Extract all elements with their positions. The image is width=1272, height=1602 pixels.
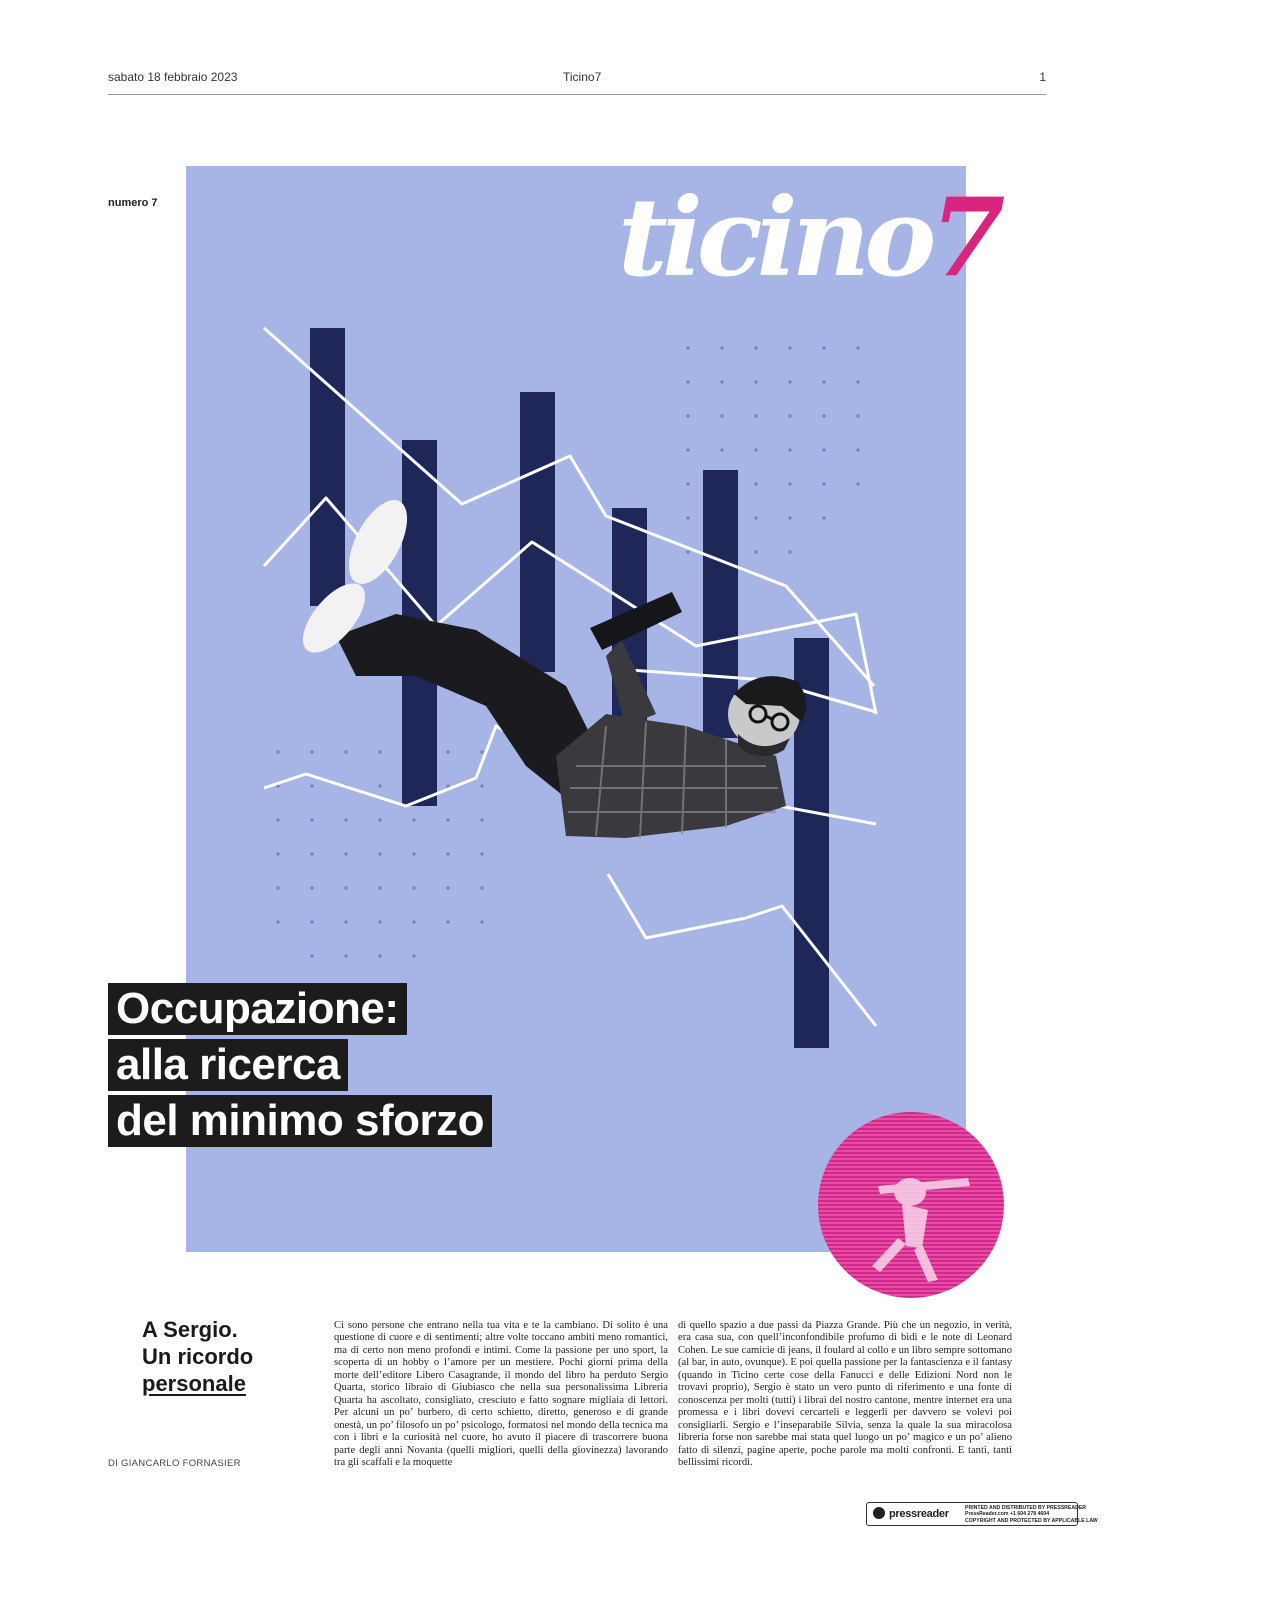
header-date: sabato 18 febbraio 2023 [108, 70, 238, 84]
cover-headline [108, 983, 668, 1151]
pressreader-badge [866, 1502, 1098, 1526]
pressreader-logo-text: pressreader [889, 1508, 949, 1520]
article-body-column-1: Ci sono persone che entrano nella tua vita e te la cambiano. Di solito è una questione di cuore e di sentimenti; altre volte toccano ambiti meno romantici, ma di certo non meno profondi e intimi. Come la passione per uno sport, la scoperta di un hobby o l’amore per un mestiere. Pochi giorni prima della morte dell’editore Libero Casagrande, il mondo del libro ha perduto Sergio Quarta, storico libraio di Giubiasco che nella sua personalissima Libreria Quarta ha ascoltato, consigliato, cresciuto e fatto sognare migliaia di lettori. Per alcuni un po’ burbero, di certo schietto, diretto, generoso e di grande onestà, un po’ filosofo un po’ psicologo, formatosi nel mondo della tecnica ma con i libri e la curiosità nel cuore, ho avuto il piacere di trascorrere buona parte degli anni Novanta (quelli migliori, quelli della giovinezza) lavorando tra gli scaffali e la moquette [334, 1320, 668, 1468]
issue-number: numero 7 [108, 197, 158, 209]
article-body-column-2: di quello spazio a due passi da Piazza Grande. Più che un negozio, in verità, era casa sua, con quell’inconfondibile profumo di bidi e le note di Leonard Cohen. Le sue camicie di jeans, il foulard al collo e un libro sempre sottomano (al bar, in auto, ovunque). E poi quella passione per la fantascienza e il fantasy (quando in Ticino certe cose della Fanucci e delle Edizioni Nord non le trovavi proprio), Sergio è stato un vero punto di riferimento e una fonte di conoscenza per molti (tutti) i librai del nostro cantone, mentre internet era una promessa e i libri dovevi cercarteli e leggerli per davvero se volevi poi consigliarli. Sergio e l’inseparabile Silvia, senza la quale la sua miracolosa libreria forse non sarebbe mai stata quel luogo un po’ magico e un po’ alieno fatto di silenzi, pagine aperte, poche parole ma molti confronti. E tanti, tanti bellissimi ricordi. [678, 1320, 1012, 1468]
teaser-figure-icon [818, 1112, 1004, 1298]
pressreader-notice [965, 1505, 1098, 1524]
article-headline [142, 1316, 312, 1397]
article-headline-line: personale [142, 1371, 246, 1396]
article-headline-line: Un ricordo [142, 1344, 254, 1369]
cover-headline-line: del minimo sforzo [108, 1095, 492, 1147]
masthead-logo [618, 175, 1058, 301]
line-chart-decoration [264, 328, 876, 1026]
masthead-word: ticino [618, 175, 931, 301]
pressreader-line: COPYRIGHT AND PROTECTED BY APPLICABLE LAW [965, 1517, 1098, 1524]
cover-headline-line: alla ricerca [108, 1039, 348, 1091]
header-publication: Ticino7 [563, 70, 602, 84]
teaser-photo-circle [818, 1112, 1004, 1298]
header-page-number: 1 [1039, 70, 1046, 84]
pressreader-line: PRINTED AND DISTRIBUTED BY PRESSREADER [965, 1505, 1087, 1511]
decor-bar [310, 328, 345, 606]
article-byline: DI GIANCARLO FORNASIER [108, 1458, 241, 1469]
cover-headline-line: Occupazione: [108, 983, 407, 1035]
pressreader-logo-icon [873, 1507, 885, 1519]
decor-bar [520, 392, 555, 672]
pressreader-line: PressReader.com +1 604 278 4604 [965, 1511, 1050, 1518]
masthead-numeral: 7 [930, 175, 1000, 301]
running-header [108, 68, 1046, 95]
article-headline-line: A Sergio. [142, 1317, 238, 1342]
